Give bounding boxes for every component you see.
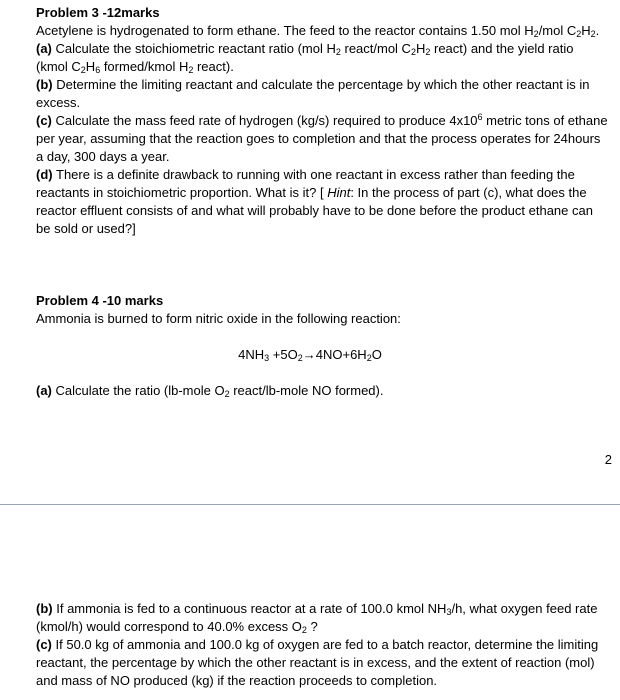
reaction-equation: $4NH_3 +5O_2\to 4NO+6H_2O$ <box>238 347 382 363</box>
problem-3-title: Problem 3 -12marks <box>36 5 160 20</box>
problem-3-intro: Acetylene is hydrogenated to form ethane. The feed to the reactor contains 1.50 mol $H_2$/mol $C_2H_2$. <box>36 23 600 39</box>
reaction-arrow-icon: → <box>302 347 316 362</box>
problem-3-part-c: (c) Calculate the mass feed rate of hydrogen (kg/s) required to produce $4x10^6$ metric tons of ethane per year, assuming that the reaction goes to completion and that the process operates for 24hours a day, 300 days a year. <box>36 112 608 164</box>
problem-4-part-b: (b) If ammonia is fed to a continuous reactor at a rate of 100.0 kmol $NH_3/h$, what oxygen feed rate (kmol/h) would correspond to 40.0% excess $O_2$ ? <box>36 601 598 635</box>
problem-4-intro: Ammonia is burned to form nitric oxide in the following reaction: <box>36 311 401 326</box>
problem-4-part-c: (c) If 50.0 kg of ammonia and 100.0 kg of oxygen are fed to a batch reactor, determine the limiting reactant, the percentage by which the other reactant is in excess, and the extent of reaction (mol) and mass of NO produced (kg) if the reaction proceeds to completion. <box>36 637 599 688</box>
problem-4-continued <box>36 600 608 690</box>
problem-4 <box>36 292 608 328</box>
problem-4-title: Problem 4 -10 marks <box>36 293 164 308</box>
problem-4-part-a: (a) Calculate the ratio (lb-mole $O_2$ react/lb-mole NO formed). <box>36 383 384 399</box>
problem-3-part-d: (d) There is a definite drawback to running with one reactant in excess rather than feeding the reactants in stoichiometric proportion. What is it? [ Hint: In the process of part (c), what does the reactor effluent consists of and what will probably have to be done before the product ethane can be sold or used?] <box>36 167 593 236</box>
problem-3-part-a: (a) Calculate the stoichiometric reactant ratio (mol $H_2$ react/mol $C_2H_2$ react) and the yield ratio (kmol $C_2H_6$ formed/kmol $H_2$ react). <box>36 41 574 75</box>
problem-3 <box>36 4 608 238</box>
page-divider <box>0 504 620 505</box>
problem-3-part-b: (b) Determine the limiting reactant and calculate the percentage by which the other reactant is in excess. <box>36 77 590 110</box>
page-number: 2 <box>604 452 612 467</box>
